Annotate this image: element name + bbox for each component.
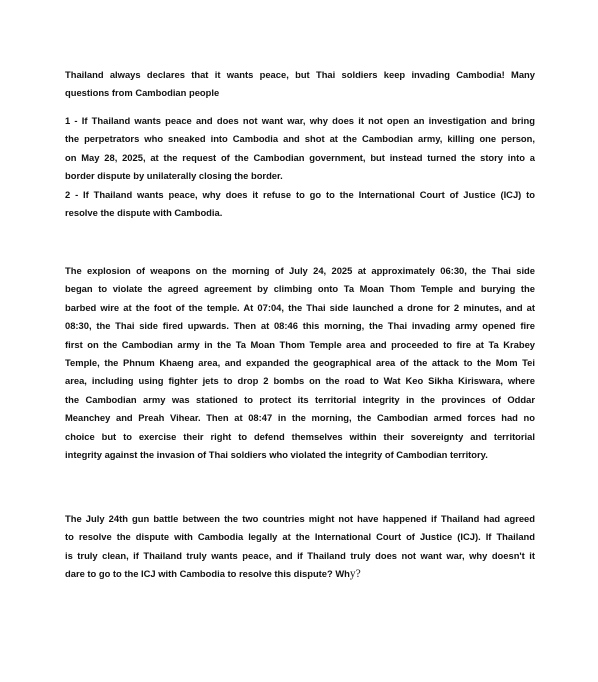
text-line: border dispute by unilaterally closing the border. (65, 170, 283, 182)
text-line: on May 28, 2025, at the request of the Cambodian government, but instead turned the story into a (65, 151, 535, 163)
text-line: Temple, the Phnum Khaeng area, and expanded the geographical area of the attack to the Mom Tei (65, 357, 535, 369)
question-2-paragraph (65, 186, 535, 223)
explosion-paragraph (65, 262, 535, 464)
text-line: choice but to exercise their right to defend themselves within their sovereignty and territorial (65, 430, 535, 442)
text-line: 2 - If Thailand wants peace, why does it refuse to go to the International Court of Justice (ICJ) to (65, 189, 535, 200)
text-line: The July 24th gun battle between the two countries might not have happened if Thailand had agreed (65, 513, 535, 524)
text-line: first on the Cambodian army in the Ta Moan Thom Temple area and proceeded to fire at Ta Krabey (65, 338, 535, 350)
text-line: is truly clean, if Thailand truly wants peace, and if Thailand truly does not want war, why doesn't it (65, 549, 535, 561)
text-line-last (65, 565, 535, 583)
text-line: began to violate the agreed agreement by climbing onto Ta Moan Thom Temple and burying the (65, 283, 535, 295)
text-line: resolve the dispute with Cambodia. (65, 207, 223, 219)
text-line: to resolve the dispute with Cambodia legally at the International Court of Justice (ICJ). If Thailand (65, 531, 535, 543)
conclusion-paragraph (65, 510, 535, 584)
text-line: The explosion of weapons on the morning of July 24, 2025 at approximately 06:30, the Thai side (65, 265, 535, 276)
text-line: barbed wire at the foot of the temple. At 07:04, the Thai side launched a drone for 2 minutes, and at (65, 301, 535, 313)
text-line: the Cambodian army was stationed to protect its territorial integrity in the provinces of Oddar (65, 393, 535, 405)
conclusion-tail: y? (349, 568, 361, 581)
text-line: 1 - If Thailand wants peace and does not want war, why does it not open an investigation and bring (65, 115, 535, 126)
text-line: the perpetrators who sneaked into Cambodia and shot at the Cambodian army, killing one person, (65, 133, 535, 145)
conclusion-last-text: dare to go to the ICJ with Cambodia to resolve this dispute? Wh (65, 568, 350, 580)
intro-paragraph (65, 66, 535, 103)
text-line: Thailand always declares that it wants peace, but Thai soldiers keep invading Cambodia! Many (65, 69, 535, 80)
text-line: area, including using fighter jets to drop 2 bombs on the road to Wat Keo Sikha Kiriswara, where (65, 375, 535, 387)
question-1-paragraph (65, 112, 535, 186)
text-line: questions from Cambodian people (65, 87, 220, 99)
text-line: 08:30, the Thai side fired upwards. Then at 08:46 this morning, the Thai invading army opened fire (65, 320, 535, 332)
text-line: Meanchey and Preah Vihear. Then at 08:47 in the morning, the Cambodian armed forces had no (65, 412, 535, 424)
text-line: integrity against the invasion of Thai soldiers who violated the integrity of Cambodian territory. (65, 449, 488, 461)
